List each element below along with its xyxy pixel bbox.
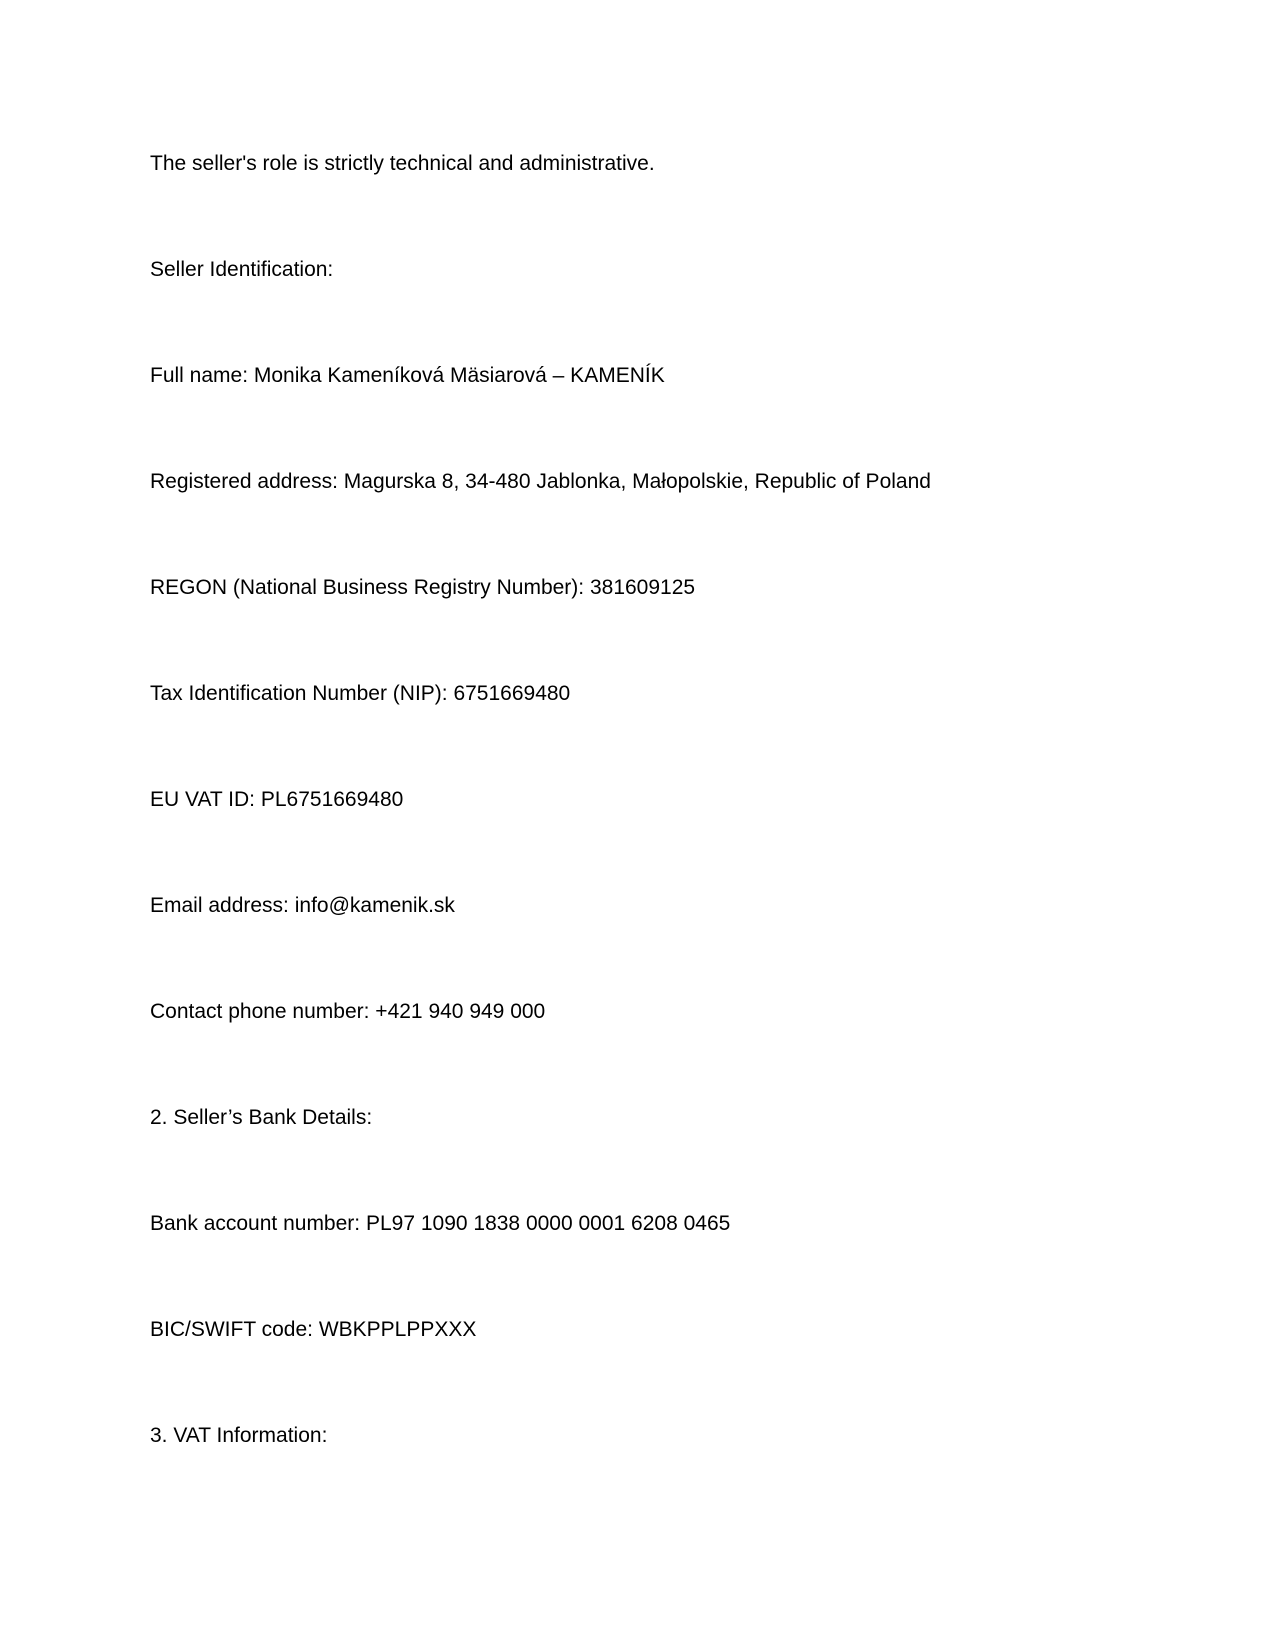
- email-line: Email address: info@kamenik.sk: [150, 894, 455, 917]
- nip-line: Tax Identification Number (NIP): 6751669480: [150, 682, 571, 705]
- full-name-line: Full name: Monika Kameníková Mäsiarová – KAMENÍK: [150, 364, 665, 387]
- bic-swift-line: BIC/SWIFT code: WBKPPLPPXXX: [150, 1318, 477, 1341]
- eu-vat-id-line: EU VAT ID: PL6751669480: [150, 788, 404, 811]
- phone-line: Contact phone number: +421 940 949 000: [150, 1000, 546, 1023]
- bank-account-line: Bank account number: PL97 1090 1838 0000 0001 6208 0465: [150, 1212, 731, 1235]
- registered-address-line: Registered address: Magurska 8, 34-480 Jablonka, Małopolskie, Republic of Poland: [150, 470, 931, 493]
- seller-identification-heading: Seller Identification:: [150, 258, 334, 281]
- vat-information-heading: 3. VAT Information:: [150, 1424, 328, 1447]
- regon-line: REGON (National Business Registry Number): 381609125: [150, 576, 696, 599]
- seller-role-statement: The seller's role is strictly technical and administrative.: [150, 152, 655, 175]
- bank-details-heading: 2. Seller’s Bank Details:: [150, 1106, 373, 1129]
